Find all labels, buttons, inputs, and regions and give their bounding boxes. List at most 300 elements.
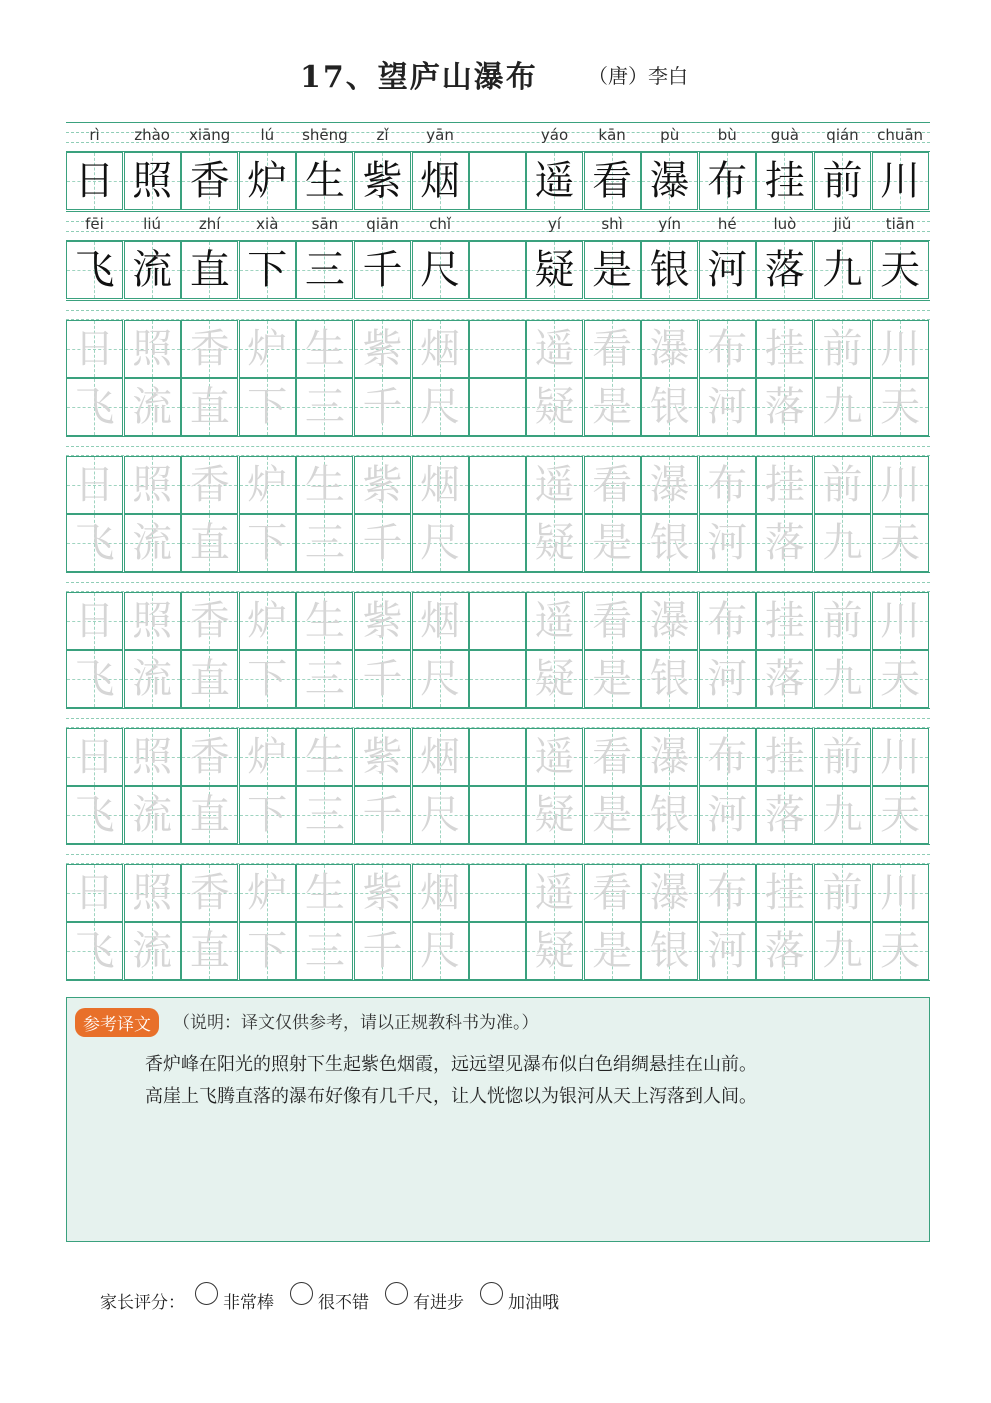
pinyin: yáo (540, 126, 569, 144)
model-character: 直 (189, 247, 230, 293)
trace-character: 疑 (534, 384, 575, 430)
trace-cell[interactable] (814, 650, 871, 708)
trace-character: 生 (304, 870, 345, 916)
trace-character: 炉 (247, 734, 288, 780)
model-character: 三 (304, 247, 345, 293)
trace-cell[interactable] (641, 922, 698, 980)
trace-cell[interactable] (181, 592, 238, 650)
character-cell (814, 152, 871, 210)
trace-cell[interactable] (814, 378, 871, 436)
trace-character: 前 (822, 870, 863, 916)
trace-cell[interactable] (354, 456, 411, 514)
trace-cell[interactable] (239, 786, 296, 844)
trace-cell[interactable] (584, 592, 641, 650)
trace-character: 前 (822, 598, 863, 644)
blank-cell (469, 378, 526, 436)
trace-character: 疑 (534, 792, 575, 838)
trace-character: 前 (822, 462, 863, 508)
trace-cell[interactable] (699, 592, 756, 650)
blank-cell (469, 592, 526, 650)
trace-cell[interactable] (354, 320, 411, 378)
trace-cell[interactable] (124, 650, 181, 708)
trace-cell[interactable] (181, 864, 238, 922)
trace-character: 飞 (74, 520, 115, 566)
guide-line (66, 854, 930, 855)
model-character: 飞 (74, 247, 115, 293)
character-cell (239, 241, 296, 299)
trace-cell[interactable] (124, 728, 181, 786)
trace-cell[interactable] (124, 592, 181, 650)
trace-character: 河 (707, 928, 748, 974)
trace-character: 照 (132, 598, 173, 644)
trace-cell[interactable] (354, 864, 411, 922)
trace-character: 九 (822, 656, 863, 702)
trace-character: 生 (304, 734, 345, 780)
trace-character: 千 (362, 792, 403, 838)
trace-cell[interactable] (872, 320, 929, 378)
trace-character: 紫 (362, 326, 403, 372)
trace-character: 是 (592, 792, 633, 838)
trace-character: 烟 (420, 598, 461, 644)
trace-cell[interactable] (641, 514, 698, 572)
trace-cell[interactable] (66, 728, 123, 786)
character-cell (354, 152, 411, 210)
radio-circle-icon[interactable] (290, 1282, 313, 1305)
trace-cell[interactable] (584, 320, 641, 378)
trace-row (66, 592, 930, 650)
character-cell (124, 241, 181, 299)
trace-cell[interactable] (814, 320, 871, 378)
page-title: 17、望庐山瀑布 (300, 60, 538, 95)
trace-character: 生 (304, 598, 345, 644)
trace-cell[interactable] (756, 592, 813, 650)
trace-character: 尺 (420, 520, 461, 566)
trace-cell[interactable] (756, 378, 813, 436)
trace-cell[interactable] (296, 378, 353, 436)
trace-cell[interactable] (296, 922, 353, 980)
trace-cell[interactable] (526, 786, 583, 844)
trace-cell[interactable] (181, 378, 238, 436)
guide-line (66, 436, 930, 437)
trace-cell[interactable] (412, 378, 469, 436)
pinyin: tiān (885, 215, 915, 233)
trace-cell[interactable] (412, 456, 469, 514)
trace-cell[interactable] (181, 786, 238, 844)
trace-character: 前 (822, 326, 863, 372)
pinyin: kān (598, 126, 626, 144)
trace-character: 香 (189, 870, 230, 916)
trace-cell[interactable] (124, 922, 181, 980)
trace-cell[interactable] (66, 378, 123, 436)
poem-author: （唐）李白 (588, 64, 688, 88)
pinyin: shēng (302, 126, 348, 144)
trace-cell[interactable] (756, 786, 813, 844)
character-cell (412, 152, 469, 210)
blank-cell (469, 650, 526, 708)
trace-character: 烟 (420, 734, 461, 780)
trace-cell[interactable] (181, 922, 238, 980)
trace-cell[interactable] (354, 650, 411, 708)
trace-cell[interactable] (814, 456, 871, 514)
trace-character: 疑 (534, 520, 575, 566)
trace-cell[interactable] (756, 864, 813, 922)
pinyin: guà (770, 126, 799, 144)
trace-character: 生 (304, 326, 345, 372)
character-cell (756, 241, 813, 299)
trace-character: 看 (592, 326, 633, 372)
trace-cell[interactable] (124, 514, 181, 572)
trace-character: 落 (764, 520, 805, 566)
character-cell (584, 241, 641, 299)
trace-cell[interactable] (239, 864, 296, 922)
trace-cell[interactable] (296, 650, 353, 708)
trace-cell[interactable] (239, 378, 296, 436)
trace-character: 炉 (247, 326, 288, 372)
trace-character: 河 (707, 656, 748, 702)
trace-cell[interactable] (354, 786, 411, 844)
reference-translation (66, 997, 930, 1242)
trace-character: 是 (592, 384, 633, 430)
trace-cell[interactable] (756, 456, 813, 514)
trace-character: 落 (764, 656, 805, 702)
trace-cell[interactable] (66, 922, 123, 980)
trace-cell[interactable] (412, 728, 469, 786)
trace-cell[interactable] (526, 650, 583, 708)
trace-cell[interactable] (699, 378, 756, 436)
model-character: 烟 (420, 158, 461, 204)
trace-cell[interactable] (699, 320, 756, 378)
trace-cell[interactable] (181, 456, 238, 514)
model-character: 布 (707, 158, 748, 204)
trace-cell[interactable] (699, 864, 756, 922)
trace-character: 千 (362, 384, 403, 430)
pinyin: jiǔ (833, 215, 852, 233)
trace-cell[interactable] (239, 728, 296, 786)
trace-cell[interactable] (641, 864, 698, 922)
character-cell (124, 152, 181, 210)
guide-line (66, 300, 930, 301)
pinyin: qiān (366, 215, 399, 233)
trace-cell[interactable] (814, 922, 871, 980)
trace-character: 瀑 (649, 326, 690, 372)
trace-cell[interactable] (526, 378, 583, 436)
trace-character: 炉 (247, 598, 288, 644)
trace-cell[interactable] (641, 456, 698, 514)
trace-cell[interactable] (296, 728, 353, 786)
pinyin: fēi (85, 215, 104, 233)
trace-cell[interactable] (181, 320, 238, 378)
trace-cell[interactable] (296, 514, 353, 572)
trace-cell[interactable] (412, 922, 469, 980)
trace-character: 紫 (362, 462, 403, 508)
model-character: 尺 (420, 247, 461, 293)
trace-character: 三 (304, 928, 345, 974)
trace-character: 遥 (534, 870, 575, 916)
trace-character: 照 (132, 326, 173, 372)
guide-line (66, 572, 930, 573)
trace-cell[interactable] (354, 728, 411, 786)
model-character: 天 (880, 247, 921, 293)
pinyin: rì (89, 126, 100, 144)
character-cell (526, 152, 583, 210)
trace-character: 疑 (534, 928, 575, 974)
trace-cell[interactable] (584, 728, 641, 786)
trace-character: 河 (707, 384, 748, 430)
pinyin: sān (311, 215, 339, 233)
trace-cell[interactable] (239, 592, 296, 650)
trace-cell[interactable] (699, 514, 756, 572)
trace-cell[interactable] (872, 786, 929, 844)
trace-cell[interactable] (181, 514, 238, 572)
guide-line (66, 582, 930, 583)
trace-cell[interactable] (699, 456, 756, 514)
blank-cell (469, 922, 526, 980)
trace-character: 川 (880, 870, 921, 916)
trace-cell[interactable] (66, 786, 123, 844)
trace-row (66, 456, 930, 514)
trace-cell[interactable] (814, 786, 871, 844)
trace-cell[interactable] (584, 456, 641, 514)
trace-cell[interactable] (756, 514, 813, 572)
trace-cell[interactable] (66, 592, 123, 650)
trace-cell[interactable] (699, 650, 756, 708)
trace-cell[interactable] (699, 786, 756, 844)
trace-cell[interactable] (872, 864, 929, 922)
radio-circle-icon[interactable] (385, 1282, 408, 1305)
trace-character: 前 (822, 734, 863, 780)
trace-cell[interactable] (239, 922, 296, 980)
trace-cell[interactable] (412, 320, 469, 378)
pinyin: zǐ (376, 126, 389, 144)
character-cell (641, 241, 698, 299)
trace-character: 烟 (420, 462, 461, 508)
trace-character: 落 (764, 928, 805, 974)
trace-cell[interactable] (699, 728, 756, 786)
trace-character: 紫 (362, 870, 403, 916)
trace-cell[interactable] (412, 864, 469, 922)
trace-cell[interactable] (756, 922, 813, 980)
model-character: 千 (362, 247, 403, 293)
trace-cell[interactable] (641, 592, 698, 650)
trace-cell[interactable] (526, 922, 583, 980)
character-cell (872, 152, 929, 210)
trace-cell[interactable] (526, 864, 583, 922)
trace-row (66, 514, 930, 572)
trace-cell[interactable] (814, 864, 871, 922)
trace-character: 银 (649, 792, 690, 838)
trace-cell[interactable] (584, 650, 641, 708)
trace-cell[interactable] (354, 514, 411, 572)
pinyin: xià (256, 215, 279, 233)
trace-cell[interactable] (584, 514, 641, 572)
trace-character: 看 (592, 598, 633, 644)
guide-line (66, 844, 930, 845)
trace-cell[interactable] (124, 456, 181, 514)
trace-cell[interactable] (814, 728, 871, 786)
trace-cell[interactable] (124, 864, 181, 922)
model-character: 生 (304, 158, 345, 204)
trace-cell[interactable] (181, 650, 238, 708)
trace-character: 遥 (534, 462, 575, 508)
character-cell (66, 241, 123, 299)
trace-cell[interactable] (412, 650, 469, 708)
trace-cell[interactable] (756, 320, 813, 378)
trace-character: 烟 (420, 870, 461, 916)
trace-cell[interactable] (66, 320, 123, 378)
trace-cell[interactable] (814, 514, 871, 572)
trace-cell[interactable] (584, 922, 641, 980)
trace-character: 落 (764, 384, 805, 430)
trace-cell[interactable] (872, 728, 929, 786)
blank-cell (469, 514, 526, 572)
rating-option-label: 很不错 (318, 1293, 369, 1313)
trace-character: 银 (649, 520, 690, 566)
translation-line-1: 香炉峰在阳光的照射下生起紫色烟霞，远远望见瀑布似白色绢绸悬挂在山前。 (145, 1054, 757, 1075)
trace-character: 布 (707, 326, 748, 372)
trace-cell[interactable] (296, 592, 353, 650)
pinyin: yí (547, 215, 562, 233)
rating-option-label: 有进步 (413, 1293, 464, 1313)
trace-cell[interactable] (124, 378, 181, 436)
model-character: 日 (74, 158, 115, 204)
model-character: 落 (764, 247, 805, 293)
trace-cell[interactable] (124, 320, 181, 378)
trace-cell[interactable] (239, 320, 296, 378)
trace-character: 川 (880, 326, 921, 372)
trace-cell[interactable] (584, 786, 641, 844)
trace-character: 炉 (247, 462, 288, 508)
parent-rating (100, 1280, 800, 1316)
character-cell (641, 152, 698, 210)
trace-character: 尺 (420, 792, 461, 838)
trace-cell[interactable] (584, 864, 641, 922)
trace-cell[interactable] (814, 592, 871, 650)
trace-cell[interactable] (354, 922, 411, 980)
trace-character: 川 (880, 462, 921, 508)
trace-cell[interactable] (526, 728, 583, 786)
trace-cell[interactable] (296, 456, 353, 514)
trace-cell[interactable] (296, 864, 353, 922)
trace-cell[interactable] (756, 650, 813, 708)
trace-cell[interactable] (699, 922, 756, 980)
trace-character: 九 (822, 792, 863, 838)
trace-character: 直 (189, 928, 230, 974)
trace-character: 照 (132, 462, 173, 508)
guide-line (66, 718, 930, 719)
trace-character: 流 (132, 792, 173, 838)
trace-cell[interactable] (584, 378, 641, 436)
trace-character: 挂 (764, 462, 805, 508)
trace-cell[interactable] (526, 514, 583, 572)
radio-circle-icon[interactable] (480, 1282, 503, 1305)
trace-cell[interactable] (641, 378, 698, 436)
trace-character: 天 (880, 792, 921, 838)
blank-cell (469, 456, 526, 514)
trace-cell[interactable] (526, 456, 583, 514)
trace-character: 紫 (362, 734, 403, 780)
trace-cell[interactable] (66, 514, 123, 572)
pinyin: qián (826, 126, 859, 144)
trace-character: 千 (362, 656, 403, 702)
trace-cell[interactable] (526, 592, 583, 650)
model-character: 川 (880, 158, 921, 204)
trace-cell[interactable] (66, 456, 123, 514)
trace-cell[interactable] (641, 320, 698, 378)
trace-cell[interactable] (66, 650, 123, 708)
pinyin: xiāng (189, 126, 231, 144)
trace-cell[interactable] (872, 378, 929, 436)
trace-character: 下 (247, 520, 288, 566)
reference-note: （说明：译文仅供参考，请以正规教科书为准。） (173, 1013, 539, 1033)
trace-cell[interactable] (526, 320, 583, 378)
trace-row (66, 650, 930, 708)
model-character: 炉 (247, 158, 288, 204)
trace-cell[interactable] (756, 728, 813, 786)
trace-cell[interactable] (296, 320, 353, 378)
trace-cell[interactable] (66, 864, 123, 922)
trace-character: 布 (707, 870, 748, 916)
trace-cell[interactable] (354, 592, 411, 650)
trace-cell[interactable] (296, 786, 353, 844)
page-header (0, 46, 991, 96)
trace-character: 流 (132, 656, 173, 702)
trace-character: 流 (132, 520, 173, 566)
trace-character: 日 (74, 326, 115, 372)
character-cell (66, 152, 123, 210)
trace-cell[interactable] (239, 650, 296, 708)
model-character: 看 (592, 158, 633, 204)
trace-character: 九 (822, 384, 863, 430)
trace-cell[interactable] (412, 786, 469, 844)
radio-circle-icon[interactable] (195, 1282, 218, 1305)
trace-cell[interactable] (239, 514, 296, 572)
model-character: 遥 (534, 158, 575, 204)
trace-cell[interactable] (181, 728, 238, 786)
character-cell (296, 241, 353, 299)
trace-character: 照 (132, 734, 173, 780)
trace-character: 日 (74, 598, 115, 644)
trace-cell[interactable] (872, 592, 929, 650)
trace-character: 落 (764, 792, 805, 838)
character-cell (239, 152, 296, 210)
trace-cell[interactable] (412, 514, 469, 572)
trace-character: 挂 (764, 326, 805, 372)
trace-cell[interactable] (354, 378, 411, 436)
trace-character: 天 (880, 384, 921, 430)
trace-character: 香 (189, 598, 230, 644)
trace-cell[interactable] (239, 456, 296, 514)
guide-line (66, 310, 930, 311)
trace-cell[interactable] (872, 922, 929, 980)
trace-character: 飞 (74, 384, 115, 430)
trace-cell[interactable] (872, 650, 929, 708)
rating-label: 家长评分： (100, 1293, 185, 1313)
pinyin: zhào (134, 126, 170, 144)
trace-cell[interactable] (124, 786, 181, 844)
trace-character: 天 (880, 928, 921, 974)
trace-cell[interactable] (641, 786, 698, 844)
trace-character: 看 (592, 462, 633, 508)
trace-cell[interactable] (641, 728, 698, 786)
trace-cell[interactable] (641, 650, 698, 708)
trace-cell[interactable] (412, 592, 469, 650)
pinyin-row (66, 122, 930, 152)
character-cell (526, 241, 583, 299)
trace-cell[interactable] (872, 514, 929, 572)
trace-character: 瀑 (649, 598, 690, 644)
trace-cell[interactable] (872, 456, 929, 514)
trace-character: 千 (362, 520, 403, 566)
